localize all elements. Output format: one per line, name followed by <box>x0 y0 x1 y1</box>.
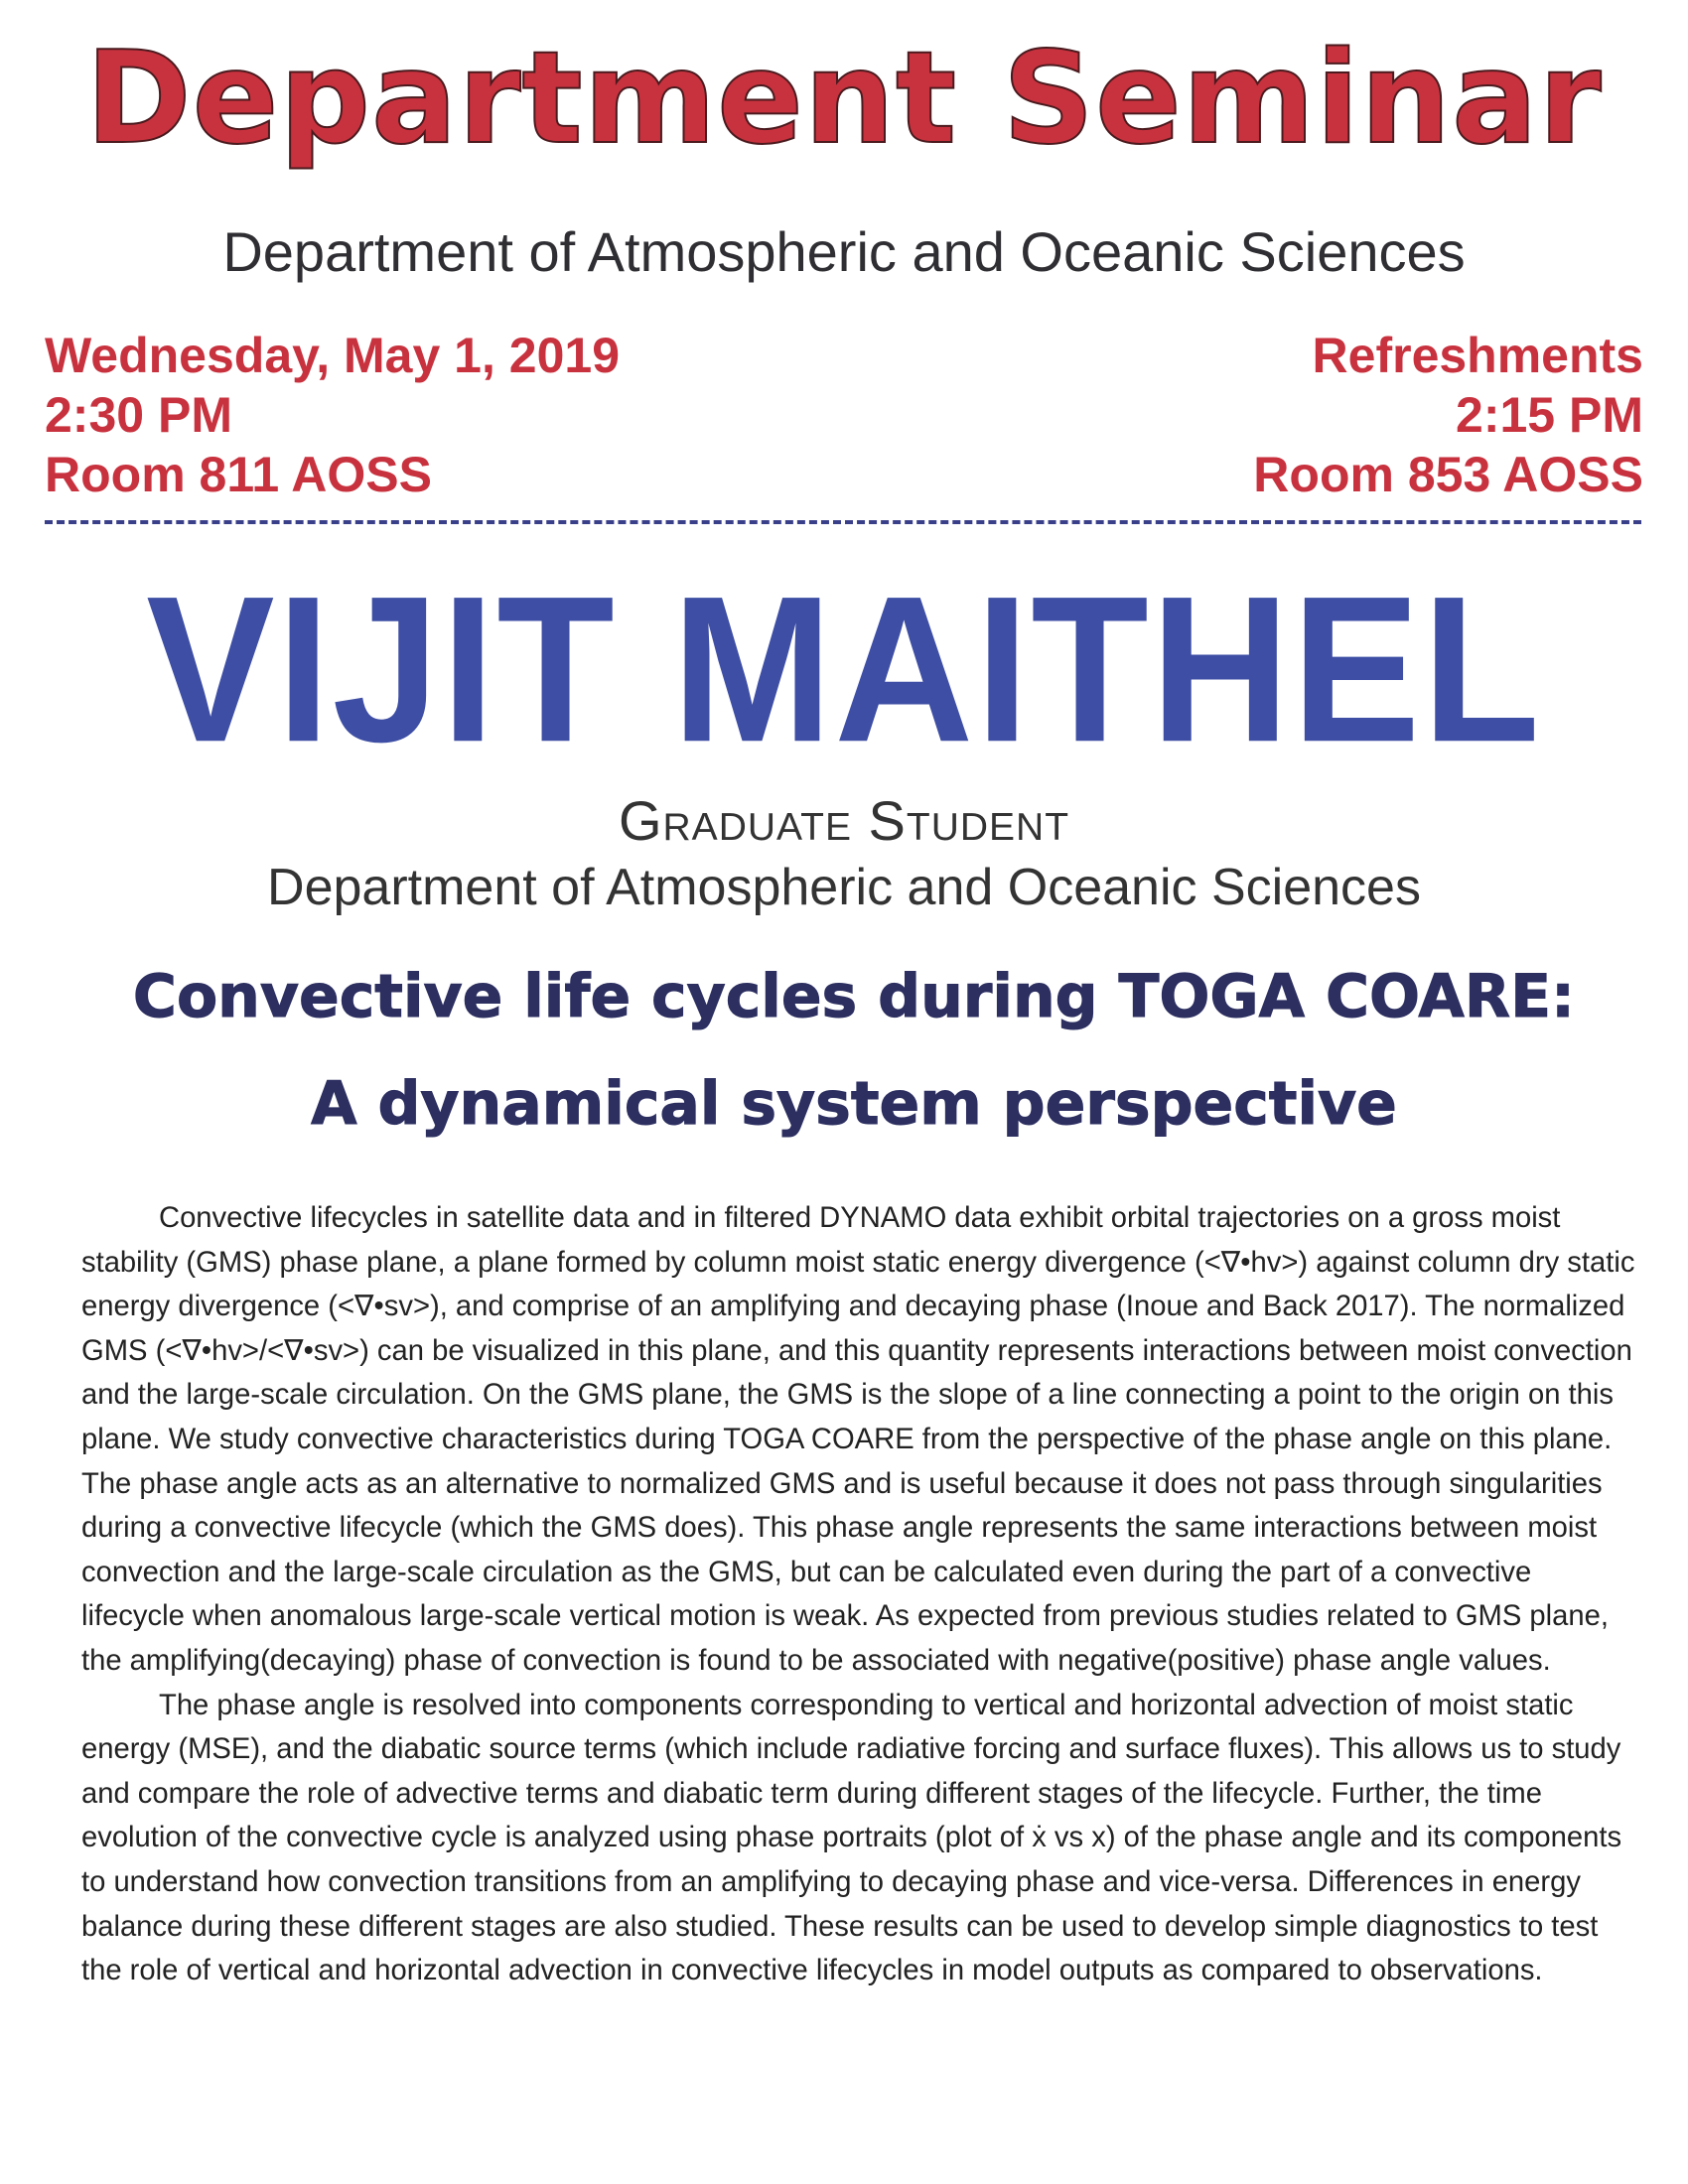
abstract <box>81 1196 1636 1993</box>
abstract-paragraph: The phase angle is resolved into components corresponding to vertical and horizontal advection of moist static energy (MSE), and the diabatic source terms (which include radiative forcing and surface fluxes). This allows us to study and compare the role of advective terms and diabatic term during different stages of the lifecycle. Further, the time evolution of the convective cycle is analyzed using phase portraits (plot of ẋ vs x) of the phase angle and its components to understand how convection transitions from an amplifying to decaying phase and vice-versa. Differences in energy balance during these different stages are also studied. These results can be used to develop simple diagnostics to test the role of vertical and horizontal advection in convective lifecycles in model outputs as compared to observations. <box>81 1689 1622 1987</box>
event-time: 2:30 PM <box>45 387 232 443</box>
speaker-role: Graduate Student <box>618 789 1070 852</box>
event-details <box>45 326 620 504</box>
talk-title <box>60 943 1648 1158</box>
refreshments-time: 2:15 PM <box>1456 387 1643 443</box>
talk-title-line2: A dynamical system perspective <box>311 1069 1397 1139</box>
event-date: Wednesday, May 1, 2019 <box>45 328 621 383</box>
speaker-department: Department of Atmospheric and Oceanic Sciences <box>267 859 1421 916</box>
host-department: Department of Atmospheric and Oceanic Sciences <box>222 220 1466 283</box>
refreshments-label: Refreshments <box>1312 328 1643 383</box>
seminar-heading: Department Seminar <box>85 25 1603 173</box>
abstract-paragraph: Convective lifecycles in satellite data and in filtered DYNAMO data exhibit orbital trajectories on a gross moist stability (GMS) phase plane, a plane formed by column moist static energy divergence (<∇•hv>) against column dry static energy divergence (<∇•sv>), and comprise of an amplifying and decaying phase (Inoue and Back 2017). The normalized GMS (<∇•hv>/<∇•sv>) can be visualized in this plane, and this quantity represents interactions between moist convection and the large-scale circulation. On the GMS plane, the GMS is the slope of a line connecting a point to the origin on this plane. We study convective characteristics during TOGA COARE from the perspective of the phase angle on this plane. The phase angle acts as an alternative to normalized GMS and is useful because it does not pass through singularities during a convective lifecycle (which the GMS does). This phase angle represents the same interactions between moist convection and the large-scale circulation as the GMS, but can be calculated even during the part of a convective lifecycle when anomalous large-scale vertical motion is weak. As expected from previous studies related to GMS plane, the amplifying(decaying) phase of convection is found to be associated with negative(positive) phase angle values. <box>81 1202 1635 1677</box>
refreshments-details <box>1253 326 1643 504</box>
event-room: Room 811 AOSS <box>45 447 432 502</box>
refreshments-room: Room 853 AOSS <box>1253 447 1643 502</box>
dashed-divider <box>45 520 1641 524</box>
speaker-name: VIJIT MAITHEL <box>146 553 1542 786</box>
talk-title-line1: Convective life cycles during TOGA COARE: <box>132 962 1576 1031</box>
